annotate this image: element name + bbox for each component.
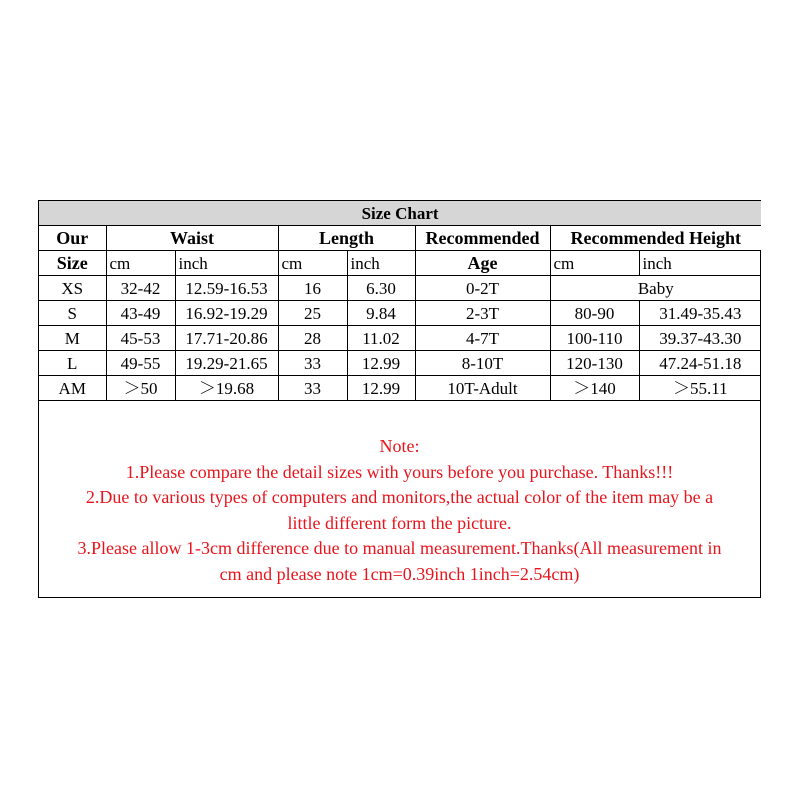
header-waist-cm: cm [106,251,175,276]
header-size: Size [39,251,106,276]
age-cell: 0-2T [415,276,550,301]
waist-cm-cell: 32-42 [106,276,175,301]
height-cell: Baby [550,276,761,301]
header-waist: Waist [106,226,278,251]
length-cm-cell: 33 [278,351,347,376]
note-line-3a: 3.Please allow 1-3cm difference due to manual measurement.Thanks(All measurement in [77,538,722,558]
header-age: Age [415,251,550,276]
header-row-2 [39,251,761,276]
length-inch-cell: 12.99 [347,376,415,401]
length-cm-cell: 25 [278,301,347,326]
note-section [39,434,760,587]
waist-inch-cell: 17.71-20.86 [175,326,278,351]
height-inch-cell: 39.37-43.30 [639,326,761,351]
height-cm-cell: ＞140 [550,376,639,401]
size-cell: S [39,301,106,326]
header-our: Our [39,226,106,251]
table-row [39,376,761,401]
note-line-3b: cm and please note 1cm=0.39inch 1inch=2.54cm) [219,563,580,584]
length-inch-cell: 9.84 [347,301,415,326]
header-height-inch: inch [639,251,761,276]
waist-inch-cell: ＞19.68 [175,376,278,401]
header-recommended: Recommended [415,226,550,251]
note-line-2b: little different form the picture. [287,512,512,533]
length-cm-cell: 16 [278,276,347,301]
size-cell: L [39,351,106,376]
header-waist-inch: inch [175,251,278,276]
note-line-2a: 2.Due to various types of computers and monitors,the actual color of the item may be a [85,487,714,507]
age-cell: 8-10T [415,351,550,376]
waist-cm-cell: 49-55 [106,351,175,376]
waist-cm-cell: 45-53 [106,326,175,351]
waist-inch-cell: 16.92-19.29 [175,301,278,326]
waist-inch-cell: 19.29-21.65 [175,351,278,376]
age-cell: 4-7T [415,326,550,351]
length-inch-cell: 12.99 [347,351,415,376]
length-inch-cell: 6.30 [347,276,415,301]
waist-inch-cell: 12.59-16.53 [175,276,278,301]
height-inch-cell: 47.24-51.18 [639,351,761,376]
height-cm-cell: 80-90 [550,301,639,326]
waist-cm-cell: 43-49 [106,301,175,326]
size-cell: AM [39,376,106,401]
table-row [39,276,761,301]
table-row [39,351,761,376]
header-recommended-height: Recommended Height [550,226,761,251]
note-title: Note: [379,436,420,456]
title-row [39,201,761,226]
header-height-cm: cm [550,251,639,276]
header-length-inch: inch [347,251,415,276]
note-line-1: 1.Please compare the detail sizes with yours before you purchase. Thanks!!! [125,461,674,482]
header-row-1 [39,226,761,251]
header-length-cm: cm [278,251,347,276]
size-cell: XS [39,276,106,301]
size-table [39,201,761,401]
length-cm-cell: 33 [278,376,347,401]
height-cm-cell: 120-130 [550,351,639,376]
height-cm-cell: 100-110 [550,326,639,351]
length-cm-cell: 28 [278,326,347,351]
length-inch-cell: 11.02 [347,326,415,351]
height-inch-cell: 31.49-35.43 [639,301,761,326]
waist-cm-cell: ＞50 [106,376,175,401]
table-row [39,301,761,326]
table-row [39,326,761,351]
header-length: Length [278,226,415,251]
chart-title: Size Chart [39,201,761,226]
height-inch-cell: ＞55.11 [639,376,761,401]
age-cell: 2-3T [415,301,550,326]
size-cell: M [39,326,106,351]
size-chart [38,200,761,598]
age-cell: 10T-Adult [415,376,550,401]
